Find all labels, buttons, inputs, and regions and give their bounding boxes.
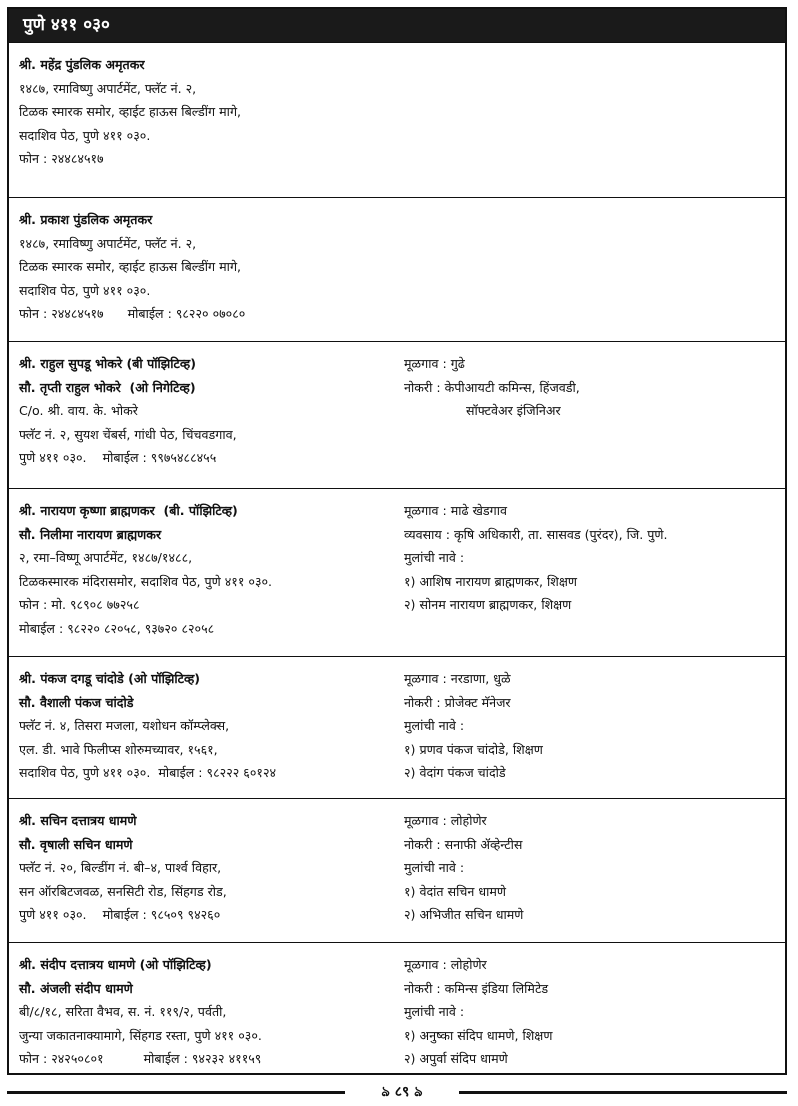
entry-details-block	[404, 809, 784, 927]
native-place: मूळगाव : गुढे	[404, 356, 465, 371]
entry-details-block	[404, 667, 784, 785]
directory-entry	[9, 341, 785, 488]
child-name: २) अपुर्वा संदिप धामणे	[404, 1051, 508, 1067]
occupation: नोकरी : केपीआयटी कमिन्स, हिंजवडी,	[404, 379, 580, 395]
address-line: सदाशिव पेठ, पुणे ४११ ०३०.	[19, 282, 151, 298]
address-line: १४८७, रमाविष्णु अपार्टमेंट, फ्लॅट नं. २,	[19, 235, 197, 251]
member-name: श्री. सचिन दत्तात्रय धामणे	[19, 813, 137, 828]
native-place: मूळगाव : माढे खेडगाव	[404, 503, 507, 518]
footer-rule-right	[459, 1091, 787, 1094]
entry-details-block	[404, 499, 784, 617]
directory-entry	[9, 488, 785, 656]
directory-entry	[9, 798, 785, 942]
address-line: जुन्या जकातनाक्यामागे, सिंहगड रस्ता, पुणे ४११ ०३०.	[19, 1027, 262, 1043]
section-header	[9, 9, 785, 42]
member-name: श्री. महेंद्र पुंडलिक अमृतकर	[19, 57, 145, 72]
address-line: टिळकस्मारक मंदिरासमोर, सदाशिव पेठ, पुणे ४११ ०३०.	[19, 573, 273, 589]
native-place: मूळगाव : नरडाणा, धुळे	[404, 671, 511, 686]
address-line: C/o. श्री. वाय. के. भोकरे	[19, 403, 138, 419]
phone-line: सदाशिव पेठ, पुणे ४११ ०३०. मोबाईल : ९८२२२ ६०१२४	[19, 765, 277, 781]
occupation: नोकरी : सनाफी ॲव्हेन्टीस	[404, 836, 523, 852]
native-place: मूळगाव : लोहोणेर	[404, 813, 487, 828]
address-line: २, रमा–विष्णू अपार्टमेंट, १४८७/१४८८,	[19, 550, 193, 566]
child-name: २) सोनम नारायण ब्राह्मणकर, शिक्षण	[404, 597, 572, 613]
entry-address-block	[19, 53, 404, 171]
address-line: बी/८/१८, सरिता वैभव, स. नं. ११९/२, पर्वती,	[19, 1004, 227, 1020]
entry-address-block	[19, 499, 404, 641]
spouse-name: सौ. अंजली संदीप धामणे	[19, 980, 133, 996]
occupation: नोकरी : प्रोजेक्ट मॅनेजर	[404, 694, 511, 710]
directory-entry	[9, 656, 785, 798]
entry-address-block	[19, 953, 404, 1071]
member-name: श्री. प्रकाश पुंडलिक अमृतकर	[19, 212, 153, 227]
phone-line: फोन : मो. ९८९०८ ७७२५८	[19, 597, 140, 613]
directory-entry	[9, 197, 785, 341]
children-heading: मुलांची नावे :	[404, 860, 465, 876]
native-place: मूळगाव : लोहोणेर	[404, 957, 487, 972]
child-name: १) अनुष्का संदिप धामणे, शिक्षण	[404, 1027, 553, 1043]
address-line: सदाशिव पेठ, पुणे ४११ ०३०.	[19, 127, 151, 143]
spouse-name: सौ. तृप्ती राहुल भोकरे (ओ निगेटिव्ह)	[19, 379, 196, 395]
page-footer	[7, 1082, 787, 1102]
occupation: नोकरी : कमिन्स इंडिया लिमिटेड	[404, 980, 549, 996]
entry-address-block	[19, 352, 404, 470]
children-heading: मुलांची नावे :	[404, 718, 465, 734]
address-line: फ्लॅट नं. २०, बिल्डींग नं. बी–४, पार्श्व विहार,	[19, 860, 222, 876]
directory-entry	[9, 942, 785, 1077]
directory-page	[7, 7, 787, 1075]
spouse-name: सौ. वृषाली सचिन धामणे	[19, 836, 133, 852]
occupation: व्यवसाय : कृषि अधिकारी, ता. सासवड (पुरंदर), जि. पुणे.	[404, 526, 668, 542]
spouse-name: सौ. वैशाली पंकज चांदोडे	[19, 694, 134, 710]
phone-line: फोन : २४२५०८०१ मोबाईल : ९४२३२ ४११५९	[19, 1051, 262, 1067]
child-name: २) अभिजीत सचिन धामणे	[404, 907, 524, 923]
entry-address-block	[19, 809, 404, 927]
children-heading: मुलांची नावे :	[404, 550, 465, 566]
children-heading: मुलांची नावे :	[404, 1004, 465, 1020]
occupation-detail: सॉफ्टवेअर इंजिनिअर	[466, 403, 561, 419]
phone-line: पुणे ४११ ०३०. मोबाईल : ९९७५४८८४५५	[19, 450, 217, 466]
address-line: सन ऑरबिटजवळ, सनसिटी रोड, सिंहगड रोड,	[19, 883, 227, 899]
child-name: २) वेदांग पंकज चांदोडे	[404, 765, 506, 781]
address-line: फ्लॅट नं. २, सुयश चेंबर्स, गांधी पेठ, चिंचवडगाव,	[19, 426, 237, 442]
member-name: श्री. पंकज दगडू चांदोडे (ओ पॉझिटिव्ह)	[19, 671, 201, 686]
directory-entry	[9, 42, 785, 197]
child-name: १) वेदांत सचिन धामणे	[404, 883, 507, 899]
member-name: श्री. नारायण कृष्णा ब्राह्मणकर (बी. पॉझिटिव्ह)	[19, 503, 238, 518]
phone-line: फोन : २४४८४५१७	[19, 151, 104, 167]
address-line: एल. डी. भावे फिलीप्स शोरुमच्यावर, १५६१,	[19, 741, 218, 757]
footer-rule-left	[7, 1091, 345, 1094]
member-name: श्री. राहुल सुपडू भोकरे (बी पॉझिटिव्ह)	[19, 356, 196, 371]
page-number: ঌ ८९ ঌ	[381, 1084, 423, 1100]
entry-details-block	[404, 352, 784, 423]
child-name: १) प्रणव पंकज चांदोडे, शिक्षण	[404, 741, 543, 757]
member-name: श्री. संदीप दत्तात्रय धामणे (ओ पॉझिटिव्ह)	[19, 957, 212, 972]
entry-address-block	[19, 667, 404, 785]
address-line: टिळक स्मारक समोर, व्हाईट हाऊस बिल्डींग मागे,	[19, 104, 242, 120]
phone-line: फोन : २४४८४५१७ मोबाईल : ९८२२० ०७०८०	[19, 306, 246, 322]
mobile-line: मोबाईल : ९८२२० ८२०५८, ९३७२० ८२०५८	[19, 620, 215, 636]
entry-address-block	[19, 208, 404, 326]
address-line: टिळक स्मारक समोर, व्हाईट हाऊस बिल्डींग मागे,	[19, 259, 242, 275]
entry-details-block	[404, 953, 784, 1071]
child-name: १) आशिष नारायण ब्राह्मणकर, शिक्षण	[404, 573, 577, 589]
spouse-name: सौ. निलीमा नारायण ब्राह्मणकर	[19, 526, 162, 542]
address-line: १४८७, रमाविष्णु अपार्टमेंट, फ्लॅट नं. २,	[19, 80, 197, 96]
section-title: पुणे ४११ ०३०	[23, 15, 110, 35]
address-line: फ्लॅट नं. ४, तिसरा मजला, यशोधन कॉम्प्लेक्स,	[19, 718, 230, 734]
phone-line: पुणे ४११ ०३०. मोबाईल : ९८५०९ ९४२६०	[19, 907, 221, 923]
